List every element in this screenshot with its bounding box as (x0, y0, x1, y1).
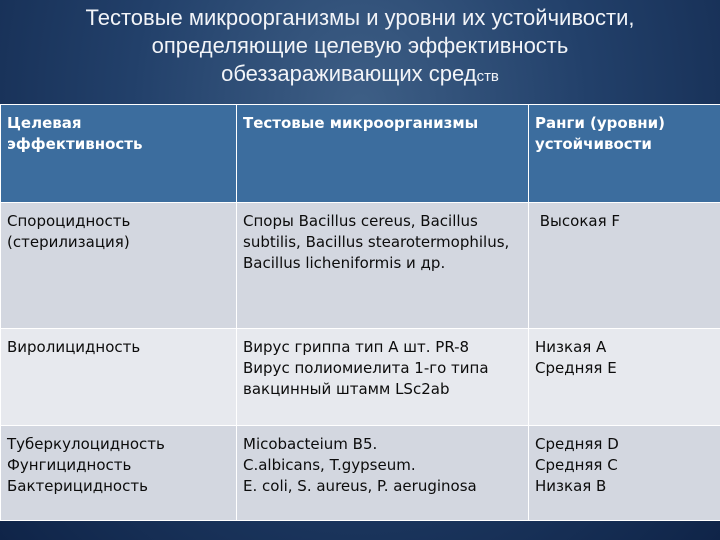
cell-target: Спороцидность (стерилизация) (1, 203, 237, 329)
table-row (1, 203, 720, 329)
cell-ranks: Низкая А Средняя Е (529, 329, 720, 426)
title-line-3-main: обеззараживающих сред (221, 61, 477, 86)
title-line-2: определяющие целевую эффективность (151, 33, 569, 58)
header-target-efficiency: Целевая эффективность (1, 105, 237, 203)
cell-target: Туберкулоцидность Фунгицидность Бактерицидность (1, 426, 237, 521)
cell-ranks: Высокая F (529, 203, 720, 329)
table-row (1, 329, 720, 426)
header-test-microorganisms: Тестовые микроорганизмы (237, 105, 529, 203)
cell-organisms: Micobacteium B5. C.albicans, T.gypseum. E. coli, S. aureus, P. aeruginosa (237, 426, 529, 521)
microorganisms-table (0, 104, 720, 521)
title-line-3-small: ств (476, 68, 499, 85)
table-header-row (1, 105, 720, 203)
cell-ranks: Средняя D Средняя С Низкая В (529, 426, 720, 521)
table-row (1, 426, 720, 521)
slide-title (0, 4, 720, 91)
header-resistance-ranks: Ранги (уровни) устойчивости (529, 105, 720, 203)
cell-target: Виролицидность (1, 329, 237, 426)
title-line-1: Тестовые микроорганизмы и уровни их устойчивости, (85, 5, 635, 30)
cell-organisms: Вирус гриппа тип А шт. PR-8 Вирус полиомиелита 1-го типа вакцинный штамм LSc2ab (237, 329, 529, 426)
cell-organisms: Споры Bacillus cereus, Bacillus subtilis, Bacillus stearotermophilus, Bacillus licheniformis и др. (237, 203, 529, 329)
title-line-3 (0, 60, 720, 91)
